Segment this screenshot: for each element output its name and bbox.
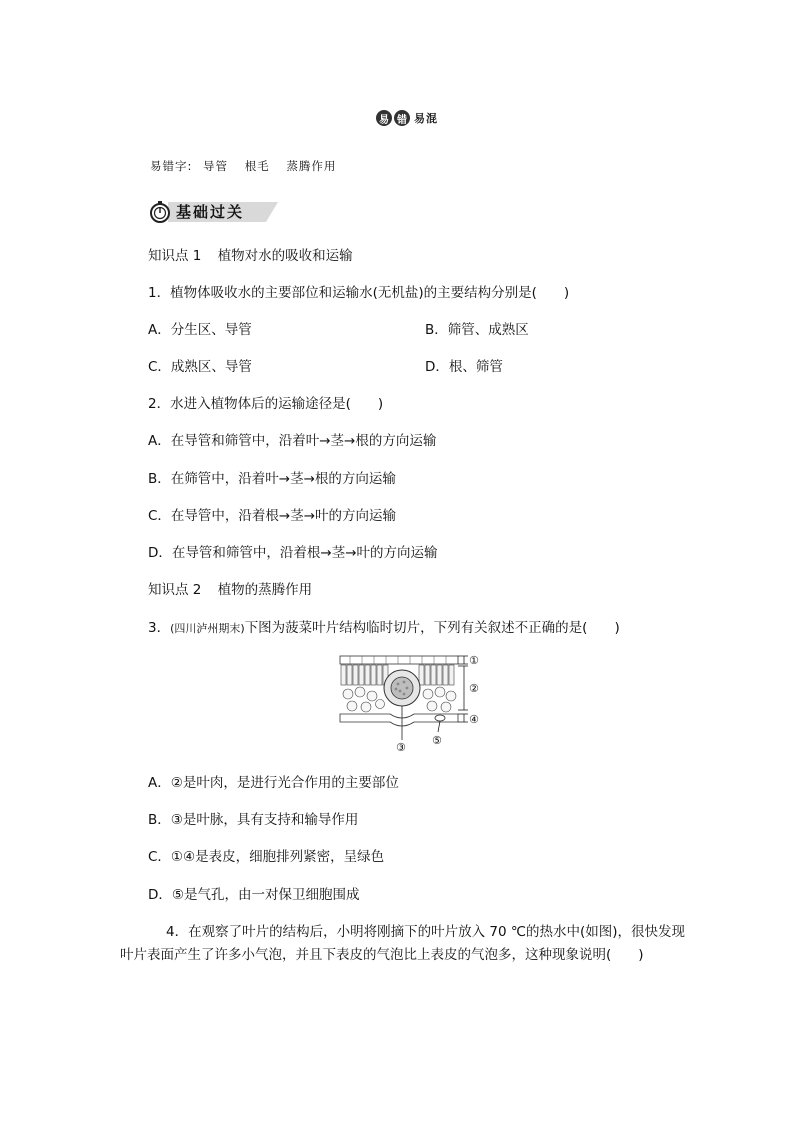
knowledge-point-title: 植物的蒸腾作用 xyxy=(217,582,313,598)
easy-wrong-label: 易错字: xyxy=(150,159,193,173)
question-option: A．分生区、导管 xyxy=(148,322,252,338)
question-option: B．③是叶脉，具有支持和输导作用 xyxy=(148,812,359,828)
badge-char-wrong: 错 xyxy=(394,110,410,126)
figure-label-3: ③ xyxy=(396,741,406,752)
question-option: D．根、筛管 xyxy=(425,359,503,375)
figure-label-4: ④ xyxy=(469,713,479,726)
question-option: D．⑤是气孔，由一对保卫细胞围成 xyxy=(148,887,360,903)
question-stem xyxy=(148,619,620,638)
section-banner-basics xyxy=(148,198,278,224)
question-stem: 1．植物体吸收水的主要部位和运输水(无机盐)的主要结构分别是( ) xyxy=(148,285,570,301)
figure-label-2: ② xyxy=(469,682,479,695)
badge-rest-text: 易混 xyxy=(414,112,438,125)
question-option: B．筛管、成熟区 xyxy=(425,322,529,338)
question-option: D．在导管和筛管中，沿着根→茎→叶的方向运输 xyxy=(148,545,438,561)
stopwatch-icon xyxy=(151,201,169,222)
section-title: 基础过关 xyxy=(176,203,245,221)
question-stem: 2．水进入植物体后的运输途径是( ) xyxy=(148,396,384,412)
knowledge-point-heading xyxy=(148,581,312,599)
question-stem-line: 叶片表面产生了许多小气泡，并且下表皮的气泡比上表皮的气泡多，这种现象说明( ) xyxy=(120,947,644,963)
knowledge-point-label: 知识点 2 xyxy=(148,582,202,598)
question-option: C．成熟区、导管 xyxy=(148,359,252,375)
question-stem-text: 下图为菠菜叶片结构临时切片，下列有关叙述不正确的是( ) xyxy=(244,620,620,636)
knowledge-point-title: 植物对水的吸收和运输 xyxy=(217,248,353,264)
easy-wrong-words xyxy=(150,158,336,174)
figure-label-1: ① xyxy=(469,654,479,667)
leaf-cross-section-figure xyxy=(330,652,490,752)
question-option: B．在筛管中，沿着叶→茎→根的方向运输 xyxy=(148,471,396,487)
question-source: (四川泸州期末) xyxy=(170,622,245,635)
badge-char-easy: 易 xyxy=(376,110,392,126)
question-option: A．②是叶肉，是进行光合作用的主要部位 xyxy=(148,775,399,791)
question-option: C．①④是表皮，细胞排列紧密，呈绿色 xyxy=(148,849,385,865)
easy-wrong-word: 蒸腾作用 xyxy=(286,159,337,173)
knowledge-point-label: 知识点 1 xyxy=(148,248,202,264)
question-number: 3． xyxy=(148,620,171,636)
question-stem-line: 4．在观察了叶片的结构后，小明将刚摘下的叶片放入 70 ℃的热水中(如图)，很快发现 xyxy=(166,924,686,940)
knowledge-point-heading xyxy=(148,247,353,265)
question-option: C．在导管中，沿着根→茎→叶的方向运输 xyxy=(148,508,397,524)
question-option: A．在导管和筛管中，沿着叶→茎→根的方向运输 xyxy=(148,433,437,449)
section-header-badge xyxy=(376,110,438,126)
leaf-cross-section-diagram xyxy=(330,652,490,752)
easy-wrong-word: 导管 xyxy=(203,159,229,173)
figure-label-5: ⑤ xyxy=(432,734,442,747)
easy-wrong-word: 根毛 xyxy=(244,159,270,173)
